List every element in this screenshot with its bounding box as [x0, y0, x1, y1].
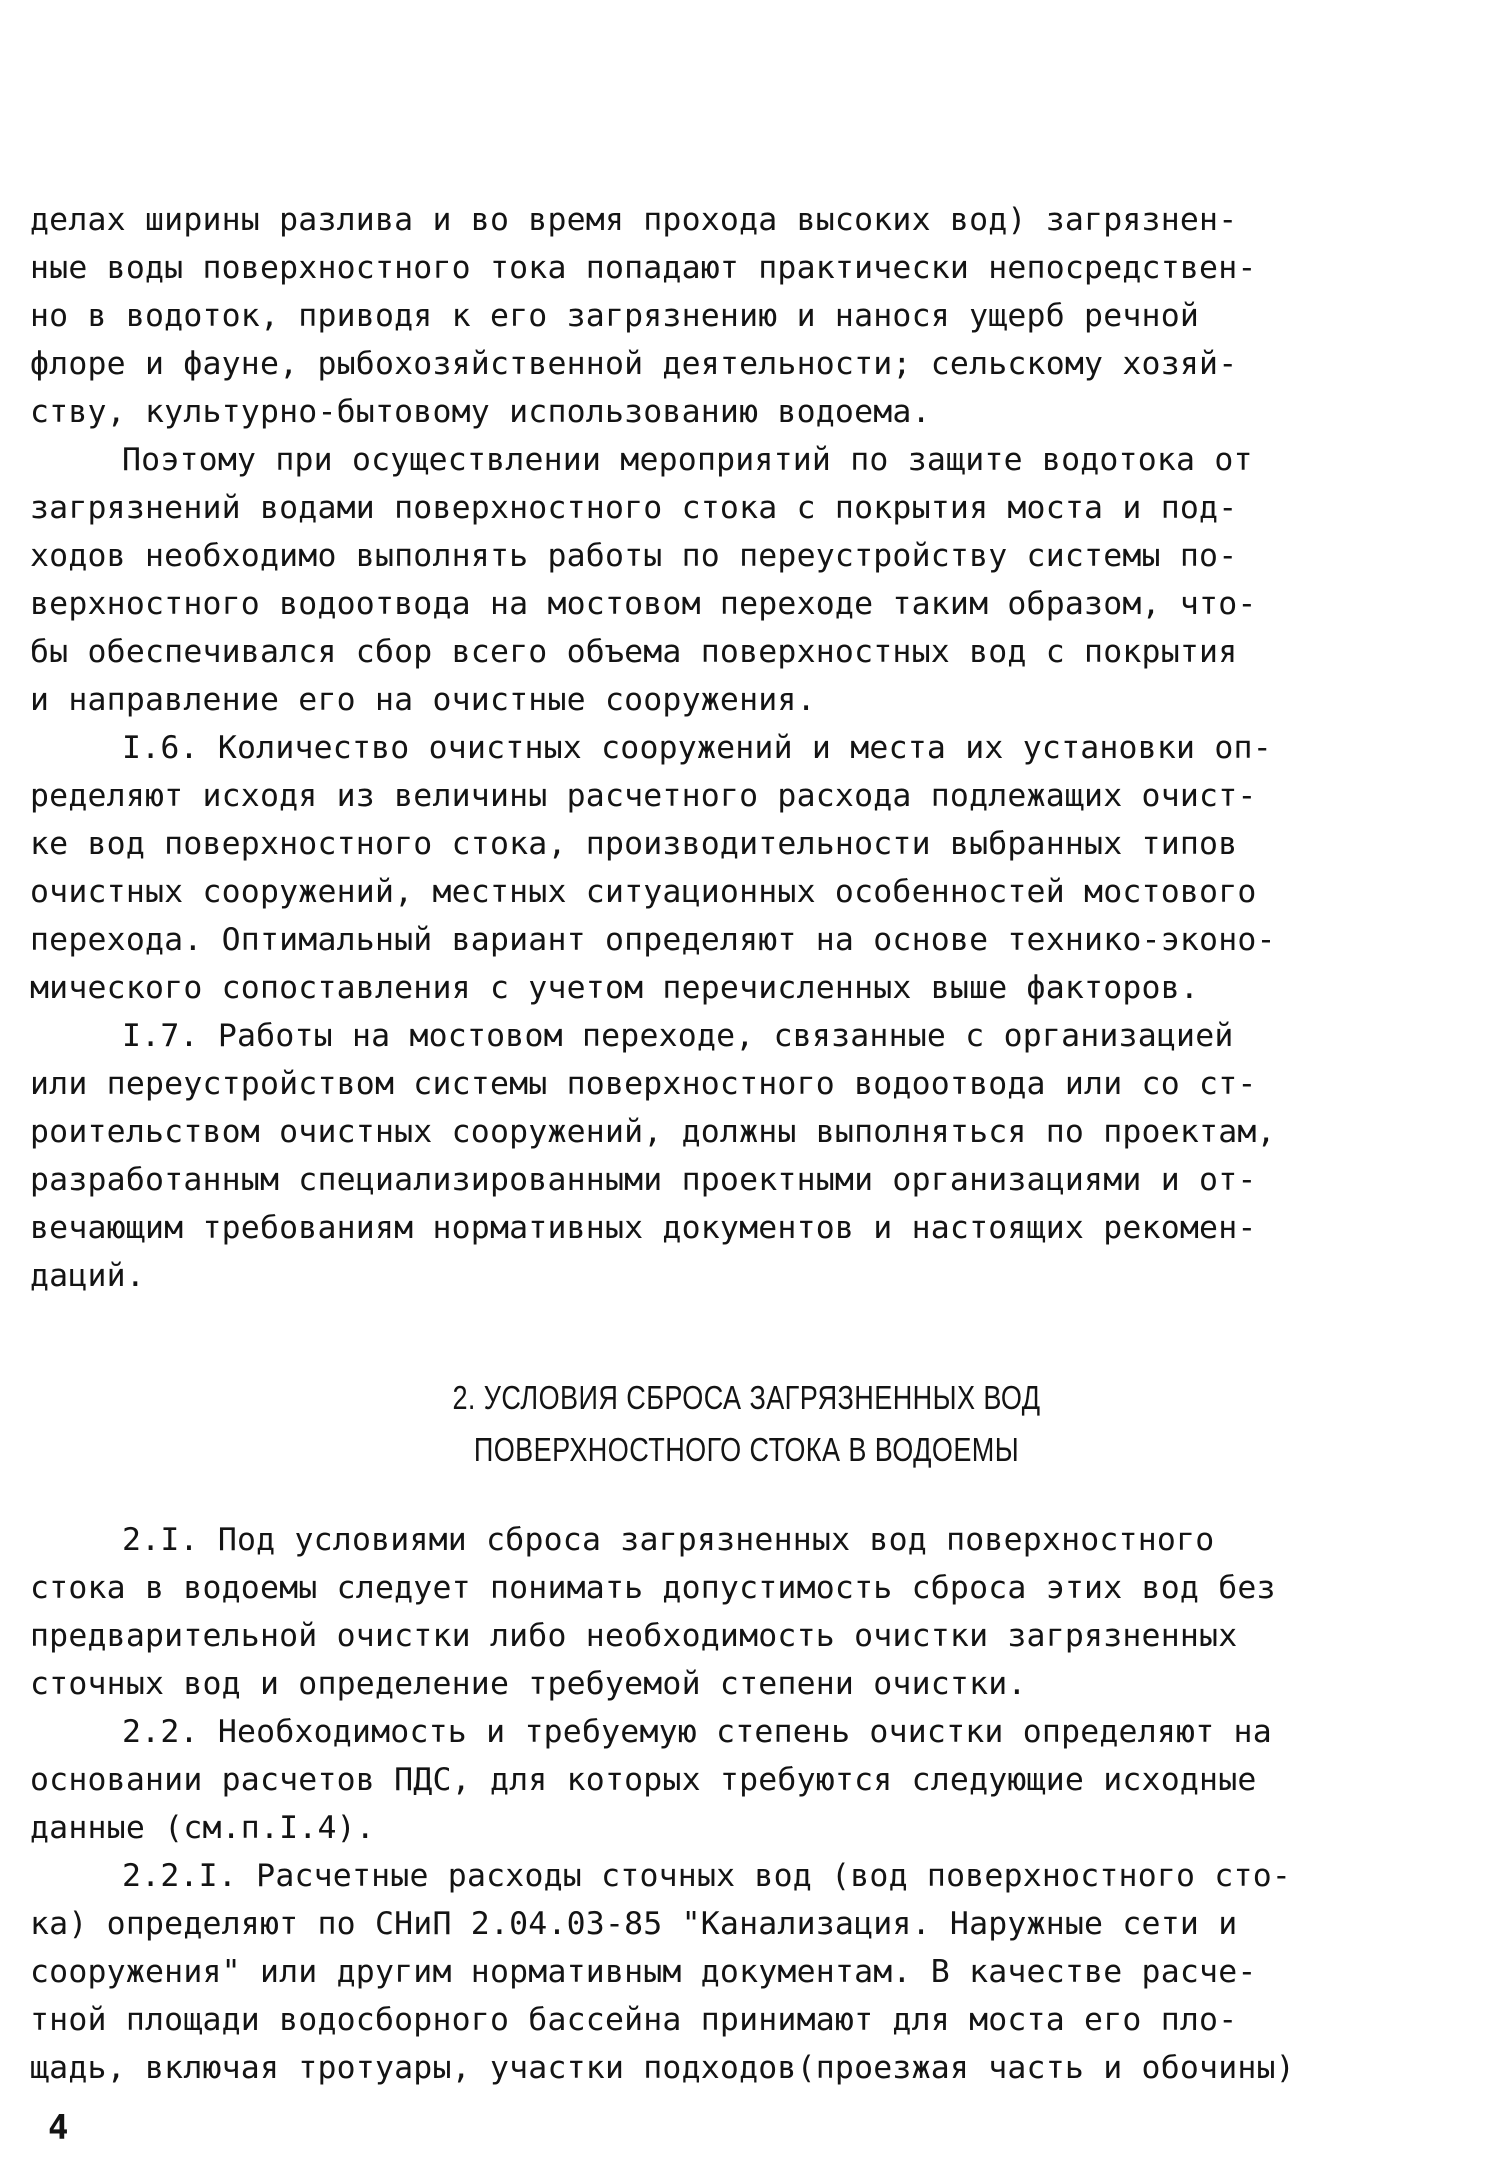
text-line: роительством очистных сооружений, должны выполняться по проектам,: [30, 1114, 1276, 1150]
text-line: вечающим требованиям нормативных документов и настоящих рекомен-: [30, 1210, 1257, 1246]
text-line: 2.I. Под условиями сброса загрязненных вод поверхностного: [122, 1522, 1215, 1558]
text-line: перехода. Оптимальный вариант определяют на основе технико-эконо-: [30, 922, 1276, 958]
section-heading-line: ПОВЕРХНОСТНОГО СТОКА В ВОДОЕМЫ: [473, 1431, 1020, 1468]
text-line: 2.2.I. Расчетные расходы сточных вод (вод поверхностного сто-: [122, 1858, 1292, 1894]
text-line: но в водоток, приводя к его загрязнению и нанося ущерб речной: [30, 298, 1200, 334]
text-line: сооружения" или другим нормативным документам. В качестве расче-: [30, 1954, 1257, 1990]
text-line: или переустройством системы поверхностного водоотвода или со ст-: [30, 1066, 1257, 1102]
text-line: мического сопоставления с учетом перечисленных выше факторов.: [30, 970, 1200, 1006]
text-line: очистных сооружений, местных ситуационных особенностей мостового: [30, 874, 1257, 910]
page-number: 4: [48, 2108, 69, 2148]
text-line: 2.2. Необходимость и требуемую степень очистки определяют на: [122, 1714, 1272, 1750]
text-line: ству, культурно-бытовому использованию водоема.: [30, 394, 931, 430]
text-line: ределяют исходя из величины расчетного расхода подлежащих очист-: [30, 778, 1257, 814]
text-line: I.6. Количество очистных сооружений и места их установки оп-: [122, 730, 1272, 766]
text-line: предварительной очистки либо необходимость очистки загрязненных: [30, 1618, 1238, 1654]
text-line: ходов необходимо выполнять работы по переустройству системы по-: [30, 538, 1238, 574]
text-line: ные воды поверхностного тока попадают практически непосредствен-: [30, 250, 1257, 286]
text-line: данные (см.п.I.4).: [30, 1810, 375, 1846]
section-heading-line: 2. УСЛОВИЯ СБРОСА ЗАГРЯЗНЕННЫХ ВОД: [452, 1379, 1041, 1416]
text-line: Поэтому при осуществлении мероприятий по защите водотока от: [122, 442, 1253, 478]
text-line: разработанным специализированными проектными организациями и от-: [30, 1162, 1257, 1198]
text-line: верхностного водоотвода на мостовом переходе таким образом, что-: [30, 586, 1257, 622]
text-line: стока в водоемы следует понимать допустимость сброса этих вод без: [30, 1570, 1276, 1606]
text-line: загрязнений водами поверхностного стока с покрытия моста и под-: [30, 490, 1238, 526]
text-line: и направление его на очистные сооружения.: [30, 682, 816, 718]
text-line: флоре и фауне, рыбохозяйственной деятельности; сельскому хозяй-: [30, 346, 1238, 382]
text-line: сточных вод и определение требуемой степени очистки.: [30, 1666, 1027, 1702]
text-line: делах ширины разлива и во время прохода высоких вод) загрязнен-: [30, 202, 1238, 238]
text-line: основании расчетов ПДС, для которых требуются следующие исходные: [30, 1762, 1257, 1798]
text-line: тной площади водосборного бассейна принимают для моста его пло-: [30, 2002, 1238, 2038]
text-line: I.7. Работы на мостовом переходе, связанные с организацией: [122, 1018, 1234, 1054]
text-line: щадь, включая тротуары, участки подходов(проезжая часть и обочины): [30, 2050, 1295, 2086]
text-line: бы обеспечивался сбор всего объема поверхностных вод с покрытия: [30, 634, 1238, 670]
text-line: ка) определяют по СНиП 2.04.03-85 "Канализация. Наружные сети и: [30, 1906, 1238, 1942]
text-line: даций.: [30, 1258, 145, 1294]
text-line: ке вод поверхностного стока, производительности выбранных типов: [30, 826, 1238, 862]
